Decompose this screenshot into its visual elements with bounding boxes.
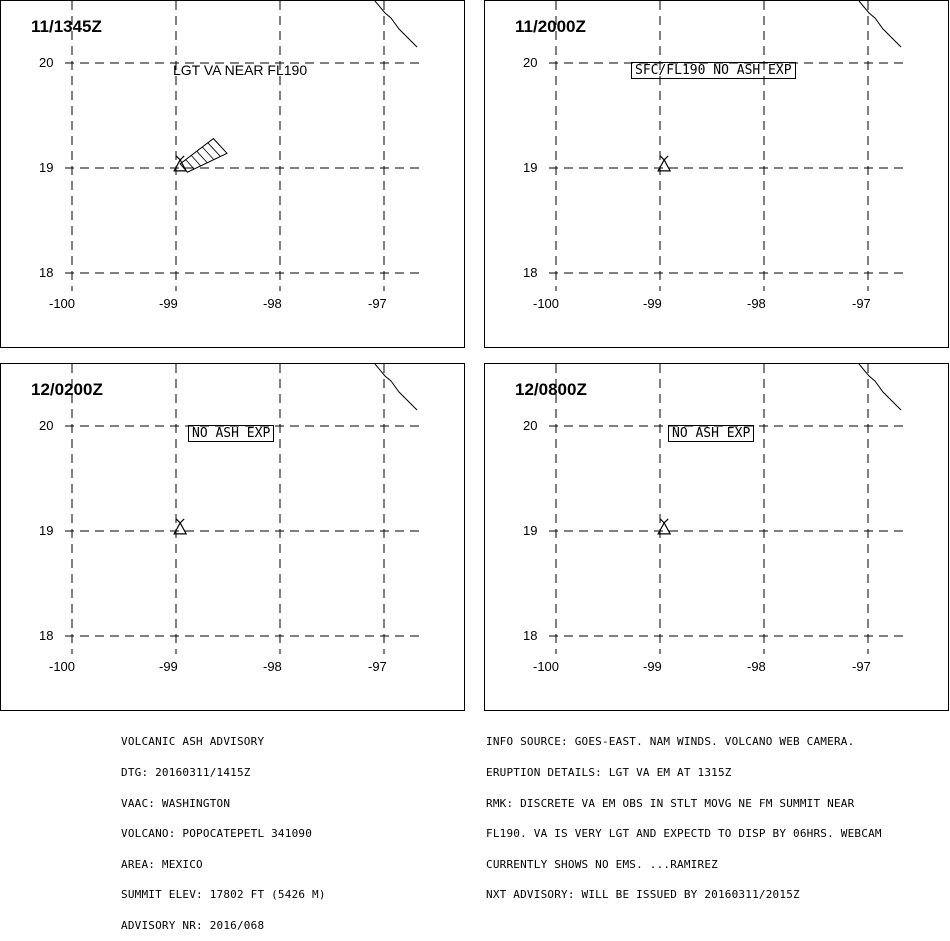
lat-label-19: 19 [523, 160, 538, 175]
coastline [859, 364, 901, 410]
lon-label-100: -100 [533, 296, 560, 311]
lat-label-20: 20 [39, 418, 54, 433]
lon-label-99: -99 [643, 296, 662, 311]
remarks-line: FL190. VA IS VERY LGT AND EXPECTD TO DISP BY 06HRS. WEBCAM [486, 827, 882, 841]
ash-annotation-box: NO ASH EXP [188, 425, 274, 442]
lon-label-97: -97 [368, 659, 387, 674]
advisory-line: AREA: MEXICO [121, 857, 203, 871]
valid-time-label: 11/2000Z [515, 17, 586, 36]
lon-label-97: -97 [852, 296, 871, 311]
volcano-plume-symbol [176, 156, 184, 160]
remarks-line: ERUPTION DETAILS: LGT VA EM AT 1315Z [486, 766, 732, 780]
remarks-line: NXT ADVISORY: WILL BE ISSUED BY 20160311/2015Z [486, 888, 800, 902]
lat-label-18: 18 [523, 628, 538, 643]
lon-label-99: -99 [643, 659, 662, 674]
volcano-plume-symbol [176, 519, 184, 523]
advisory-remarks-text [486, 717, 882, 911]
remarks-line: CURRENTLY SHOWS NO EMS. ...RAMIREZ [486, 857, 718, 871]
map-panel-1 [0, 0, 465, 348]
advisory-line: VOLCANO: POPOCATEPETL 341090 [121, 827, 313, 841]
lon-label-98: -98 [263, 659, 282, 674]
lat-label-18: 18 [39, 628, 54, 643]
lat-label-18: 18 [523, 265, 538, 280]
lat-label-19: 19 [523, 523, 538, 538]
lon-label-100: -100 [49, 659, 76, 674]
lat-label-20: 20 [523, 55, 538, 70]
map-panel-2 [484, 0, 949, 348]
lon-label-100: -100 [49, 296, 76, 311]
volcano-plume-symbol [660, 156, 668, 160]
lon-label-99: -99 [159, 296, 178, 311]
lon-label-97: -97 [368, 296, 387, 311]
lat-label-20: 20 [523, 418, 538, 433]
lon-label-99: -99 [159, 659, 178, 674]
lon-label-98: -98 [747, 296, 766, 311]
advisory-header-text [121, 717, 326, 941]
ash-cloud-hatch [202, 147, 213, 160]
remarks-line: INFO SOURCE: GOES-EAST. NAM WINDS. VOLCANO WEB CAMERA. [486, 735, 855, 749]
ash-annotation-box: SFC/FL190 NO ASH EXP [631, 62, 796, 79]
advisory-line: VOLCANIC ASH ADVISORY [121, 735, 265, 749]
valid-time-label: 12/0200Z [31, 380, 103, 399]
volcano-plume-symbol [660, 519, 668, 523]
advisory-line: ADVISORY NR: 2016/068 [121, 919, 265, 933]
ash-cloud-hatch [191, 155, 200, 166]
valid-time-label: 11/1345Z [31, 17, 102, 36]
ash-cloud-hatch [197, 151, 207, 163]
valid-time-label: 12/0800Z [515, 380, 587, 399]
ash-annotation: LGT VA NEAR FL190 [173, 62, 308, 78]
advisory-line: SUMMIT ELEV: 17802 FT (5426 M) [121, 888, 326, 902]
lon-label-98: -98 [263, 296, 282, 311]
lon-label-97: -97 [852, 659, 871, 674]
lat-label-18: 18 [39, 265, 54, 280]
advisory-line: VAAC: WASHINGTON [121, 796, 231, 810]
remarks-line: RMK: DISCRETE VA EM OBS IN STLT MOVG NE FM SUMMIT NEAR [486, 796, 855, 810]
advisory-line: DTG: 20160311/1415Z [121, 766, 251, 780]
lat-label-19: 19 [39, 523, 54, 538]
lon-label-100: -100 [533, 659, 560, 674]
coastline [859, 1, 901, 47]
lat-label-19: 19 [39, 160, 54, 175]
ash-annotation-box: NO ASH EXP [668, 425, 754, 442]
coastline [375, 364, 417, 410]
map-panel-3 [0, 363, 465, 711]
lat-label-20: 20 [39, 55, 54, 70]
map-panel-4 [484, 363, 949, 711]
lon-label-98: -98 [747, 659, 766, 674]
ash-cloud-polygon [180, 139, 227, 173]
coastline [375, 1, 417, 47]
